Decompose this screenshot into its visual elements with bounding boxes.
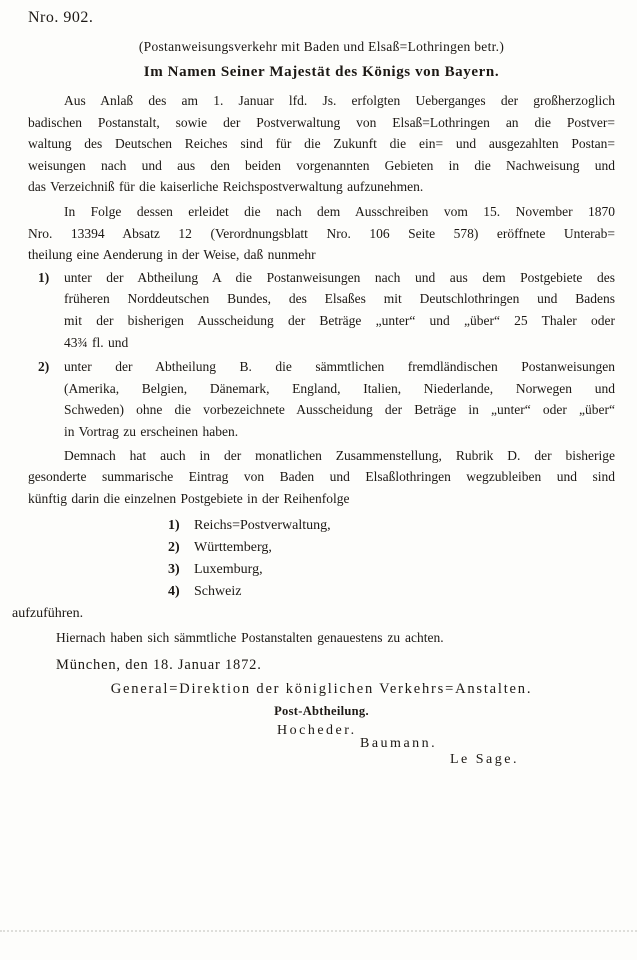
text-line: waltung des Deutschen Reiches sind für die Zukunft die ein= und ausgezahlten Postan= bbox=[28, 136, 615, 152]
text-line: (Amerika, Belgien, Dänemark, England, Italien, Niederlande, Norwegen und bbox=[64, 380, 615, 396]
sequence-item bbox=[168, 515, 615, 537]
bottom-dotted-rule bbox=[0, 930, 637, 932]
signature-hocheder: Hocheder. bbox=[277, 723, 357, 739]
sequence-item bbox=[168, 581, 615, 603]
sequence-item-label: Reichs=Postverwaltung, bbox=[194, 518, 331, 534]
sequence-item-number: 1) bbox=[168, 518, 180, 534]
list-item-1 bbox=[28, 267, 615, 353]
paragraph-1 bbox=[28, 90, 615, 198]
sequence-item bbox=[168, 559, 615, 581]
signature-baumann: Baumann. bbox=[360, 736, 438, 752]
signature-lesage: Le Sage. bbox=[450, 752, 519, 768]
department-line: Post-Abtheilung. bbox=[274, 704, 369, 719]
text-line: theilung eine Aenderung in der Weise, daß nunmehr bbox=[28, 247, 316, 263]
compliance-line: Hiernach haben sich sämmtliche Postanstalten genauestens zu achten. bbox=[56, 629, 444, 645]
list-item-2 bbox=[28, 356, 615, 442]
text-line: 43¾ fl. und bbox=[64, 334, 129, 350]
sequence-item-label: Schweiz bbox=[194, 584, 242, 600]
sequence-item-number: 3) bbox=[168, 562, 180, 578]
text-line: mit der bisherigen Ausscheidung der Beträge „unter“ und „über“ 25 Thaler oder bbox=[64, 312, 615, 328]
paragraph-3 bbox=[28, 445, 615, 510]
sequence-item-label: Luxemburg, bbox=[194, 562, 263, 578]
sequence-item-number: 2) bbox=[168, 540, 180, 556]
text-line: in Vortrag zu erscheinen haben. bbox=[64, 423, 239, 439]
text-line: früheren Norddeutschen Bundes, des Elsaßes mit Deutschlothringen und Badens bbox=[64, 291, 615, 307]
list-item-number: 2) bbox=[38, 359, 50, 375]
authority-line: General=Direktion der königlichen Verkehrs=Anstalten. bbox=[110, 681, 533, 698]
list-item-text bbox=[64, 267, 615, 353]
sequence-item-label: Württemberg, bbox=[194, 540, 272, 556]
text-line: badischen Postanstalt, sowie der Postverwaltung von Elsaß=Lothringen an die Postver= bbox=[28, 114, 615, 130]
text-line: gesonderte summarische Eintrag von Baden und Elsaßlothringen wegzubleiben und sind bbox=[28, 469, 615, 485]
subject-line: (Postanweisungsverkehr mit Baden und Elsaß=Lothringen betr.) bbox=[138, 39, 505, 54]
text-line: In Folge dessen erleidet die nach dem Ausschreiben vom 15. November 1870 bbox=[64, 203, 615, 219]
signature-block bbox=[28, 723, 615, 783]
text-line: künftig darin die einzelnen Postgebiete in der Reihenfolge bbox=[28, 490, 350, 506]
doc-number: Nro. 902. bbox=[28, 9, 94, 26]
proclamation-line: Im Namen Seiner Majestät des Königs von Bayern. bbox=[143, 64, 500, 80]
sequence-list bbox=[168, 515, 615, 603]
text-line: Aus Anlaß des am 1. Januar lfd. Js. erfolgten Ueberganges der großherzoglich bbox=[64, 93, 615, 108]
text-line: Schweden) ohne die vorbezeichnete Ausscheidung der Beträge in „unter“ oder „über“ bbox=[64, 402, 615, 418]
list-item-text bbox=[64, 356, 615, 442]
sequence-item bbox=[168, 537, 615, 559]
paragraph-2 bbox=[28, 201, 615, 266]
text-line: Demnach hat auch in der monatlichen Zusammenstellung, Rubrik D. der bisherige bbox=[64, 447, 615, 463]
list-item-number: 1) bbox=[38, 269, 50, 285]
aufzufuehren-line: aufzuführen. bbox=[12, 606, 84, 622]
text-line: unter der Abtheilung B. die sämmtlichen fremdländischen Postanweisungen bbox=[64, 359, 615, 375]
text-line: weisungen nach und aus den beiden vorgenannten Gebieten in die Nachweisung und bbox=[28, 157, 615, 173]
sequence-item-number: 4) bbox=[168, 584, 180, 600]
text-line: unter der Abtheilung A die Postanweisungen nach und aus dem Postgebiete des bbox=[64, 269, 615, 285]
text-line: das Verzeichniß für die kaiserliche Reichspostverwaltung aufzunehmen. bbox=[28, 179, 424, 195]
text-line: Nro. 13394 Absatz 12 (Verordnungsblatt Nro. 106 Seite 578) eröffnete Unterab= bbox=[28, 225, 615, 241]
dateline: München, den 18. Januar 1872. bbox=[56, 657, 262, 674]
